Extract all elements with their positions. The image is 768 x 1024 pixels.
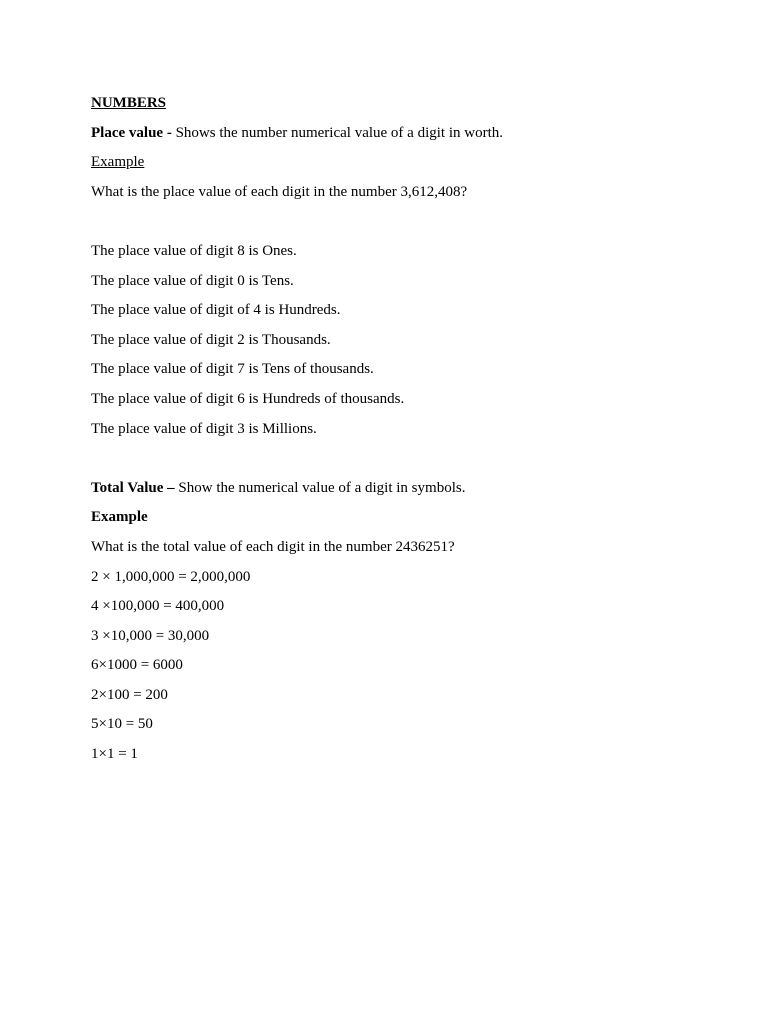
total-value-definition-text: Show the numerical value of a digit in symbols. bbox=[174, 479, 466, 496]
spacer bbox=[91, 447, 691, 477]
total-value-answer: 6×1000 = 6000 bbox=[91, 657, 183, 674]
total-value-answer: 5×10 = 50 bbox=[91, 716, 153, 733]
place-value-answer: The place value of digit of 4 is Hundreds. bbox=[91, 302, 341, 319]
place-value-answer: The place value of digit 7 is Tens of thousands. bbox=[91, 361, 374, 378]
place-value-answer: The place value of digit 8 is Ones. bbox=[91, 242, 297, 259]
place-value-definition-text: Shows the number numerical value of a digit in worth. bbox=[171, 124, 503, 141]
place-value-answer: The place value of digit 3 is Millions. bbox=[91, 420, 317, 437]
spacer bbox=[91, 210, 691, 240]
total-value-answers bbox=[91, 566, 691, 766]
total-value-answer: 4 ×100,000 = 400,000 bbox=[91, 598, 225, 615]
place-value-definition bbox=[91, 122, 691, 144]
total-value-answer: 3 ×10,000 = 30,000 bbox=[91, 627, 210, 644]
total-value-term: Total Value – bbox=[91, 479, 175, 496]
total-value-answer: 2 × 1,000,000 = 2,000,000 bbox=[91, 568, 251, 585]
place-value-term: Place value - bbox=[91, 124, 172, 141]
total-value-definition bbox=[91, 477, 691, 499]
place-value-answer: The place value of digit 6 is Hundreds of thousands. bbox=[91, 390, 405, 407]
document-heading: NUMBERS bbox=[91, 95, 167, 111]
total-value-example-label: Example bbox=[91, 509, 148, 526]
total-value-question: What is the total value of each digit in the number 2436251? bbox=[91, 538, 455, 555]
place-value-question: What is the place value of each digit in the number 3,612,408? bbox=[91, 183, 468, 200]
place-value-answer: The place value of digit 2 is Thousands. bbox=[91, 331, 331, 348]
total-value-answer: 2×100 = 200 bbox=[91, 686, 168, 703]
place-value-example-label: Example bbox=[91, 154, 145, 171]
place-value-answer: The place value of digit 0 is Tens. bbox=[91, 272, 294, 289]
document-body bbox=[91, 92, 691, 773]
total-value-answer: 1×1 = 1 bbox=[91, 746, 138, 763]
place-value-answers bbox=[91, 240, 691, 440]
